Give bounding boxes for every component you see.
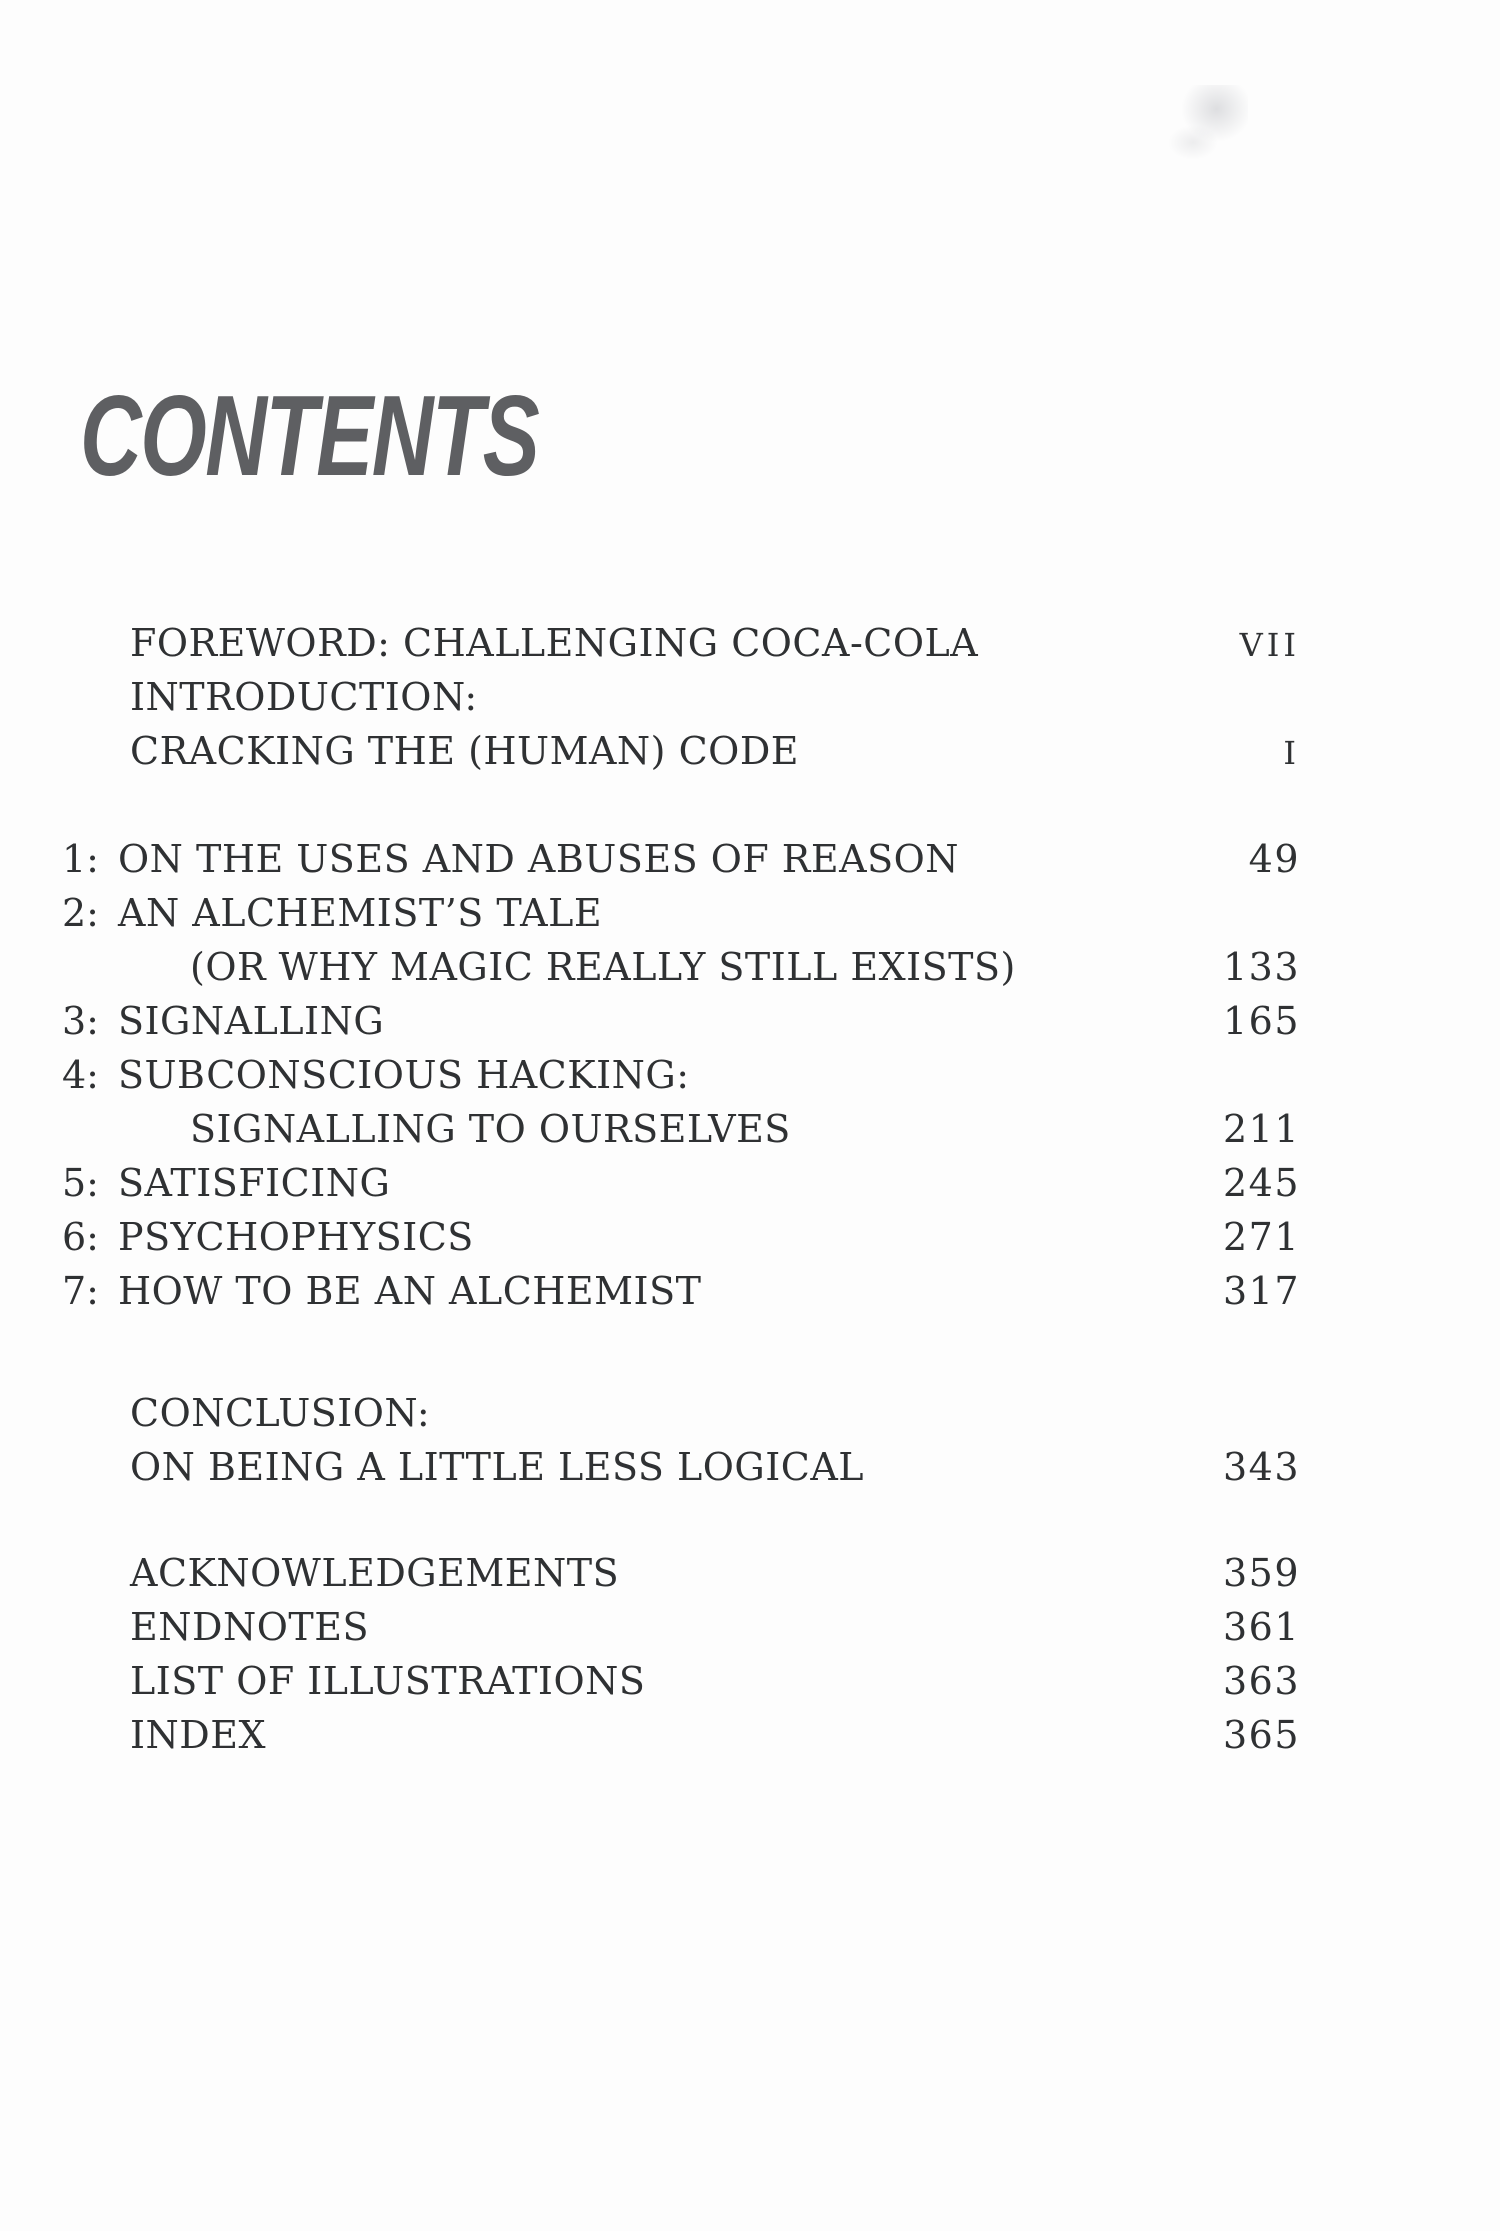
toc-row [62, 1156, 1300, 1210]
toc-entry-label: FOREWORD: CHALLENGING COCA-COLA [130, 621, 979, 665]
toc-row [62, 994, 1300, 1048]
toc-entry-label: ON BEING A LITTLE LESS LOGICAL [130, 1445, 865, 1489]
toc-entry-number: 6: [62, 1215, 99, 1259]
toc-entry-page: 343 [1222, 1445, 1300, 1489]
toc-entry-page: 245 [1222, 1161, 1300, 1205]
toc-front-matter [62, 616, 1300, 778]
toc-row [62, 940, 1300, 994]
toc-row [62, 1440, 1300, 1494]
toc-entry-label: HOW TO BE AN ALCHEMIST [118, 1269, 702, 1313]
toc-entry-label: CRACKING THE (HUMAN) CODE [130, 729, 800, 773]
toc-row [62, 1600, 1300, 1654]
toc-entry-label: ENDNOTES [130, 1605, 369, 1649]
toc-row [62, 1546, 1300, 1600]
toc-entry-page: 133 [1222, 945, 1300, 989]
toc-chapters [62, 832, 1300, 1318]
toc-row [62, 1264, 1300, 1318]
toc-entry-number: 3: [62, 999, 99, 1043]
toc-entry-label: LIST OF ILLUSTRATIONS [130, 1659, 646, 1703]
toc-entry-page: 211 [1222, 1107, 1300, 1151]
toc-entry-page: 317 [1222, 1269, 1300, 1313]
toc-entry-label: INDEX [130, 1713, 267, 1757]
toc-row [62, 1210, 1300, 1264]
toc-entry-number: 7: [62, 1269, 99, 1313]
toc-row [62, 1654, 1300, 1708]
toc-entry-label: ACKNOWLEDGEMENTS [130, 1551, 620, 1595]
toc-entry-label: SIGNALLING [118, 999, 385, 1043]
toc-row [62, 616, 1300, 670]
toc-row [62, 1102, 1300, 1156]
toc-back-matter [62, 1546, 1300, 1762]
toc-row [62, 832, 1300, 886]
toc-row [62, 724, 1300, 778]
toc-entry-label: ON THE USES AND ABUSES OF REASON [118, 837, 960, 881]
toc-entry-page: I [1283, 734, 1300, 772]
toc-entry-number: 2: [62, 891, 99, 935]
toc-entry-page: 271 [1222, 1215, 1300, 1259]
toc-entry-page: VII [1239, 626, 1300, 664]
toc-row [62, 1048, 1300, 1102]
toc-entry-page: 363 [1222, 1659, 1300, 1703]
toc-entry-page: 361 [1222, 1605, 1300, 1649]
toc-entry-number: 1: [62, 837, 99, 881]
toc-row [62, 886, 1300, 940]
toc-entry-label: (OR WHY MAGIC REALLY STILL EXISTS) [190, 945, 1016, 989]
toc-entry-label: SUBCONSCIOUS HACKING: [118, 1053, 690, 1097]
toc-entry-page: 49 [1248, 837, 1300, 881]
toc-entry-number: 4: [62, 1053, 99, 1097]
toc-row [62, 670, 1300, 724]
toc-row [62, 1708, 1300, 1762]
toc-entry-number: 5: [62, 1161, 99, 1205]
toc-entry-label: INTRODUCTION: [130, 675, 478, 719]
toc-row [62, 1386, 1300, 1440]
toc-conclusion [62, 1386, 1300, 1494]
toc-entry-label: SIGNALLING TO OURSELVES [190, 1107, 791, 1151]
toc-entry-label: PSYCHOPHYSICS [118, 1215, 474, 1259]
pencil-smudge-secondary [1168, 125, 1218, 160]
toc-entry-label: AN ALCHEMIST’S TALE [118, 891, 603, 935]
toc-entry-page: 165 [1222, 999, 1300, 1043]
toc-entry-page: 359 [1222, 1551, 1300, 1595]
toc-entry-label: CONCLUSION: [130, 1391, 431, 1435]
toc-entry-page: 365 [1222, 1713, 1300, 1757]
toc-entry-label: SATISFICING [118, 1161, 391, 1205]
page-title: CONTENTS [80, 373, 539, 500]
